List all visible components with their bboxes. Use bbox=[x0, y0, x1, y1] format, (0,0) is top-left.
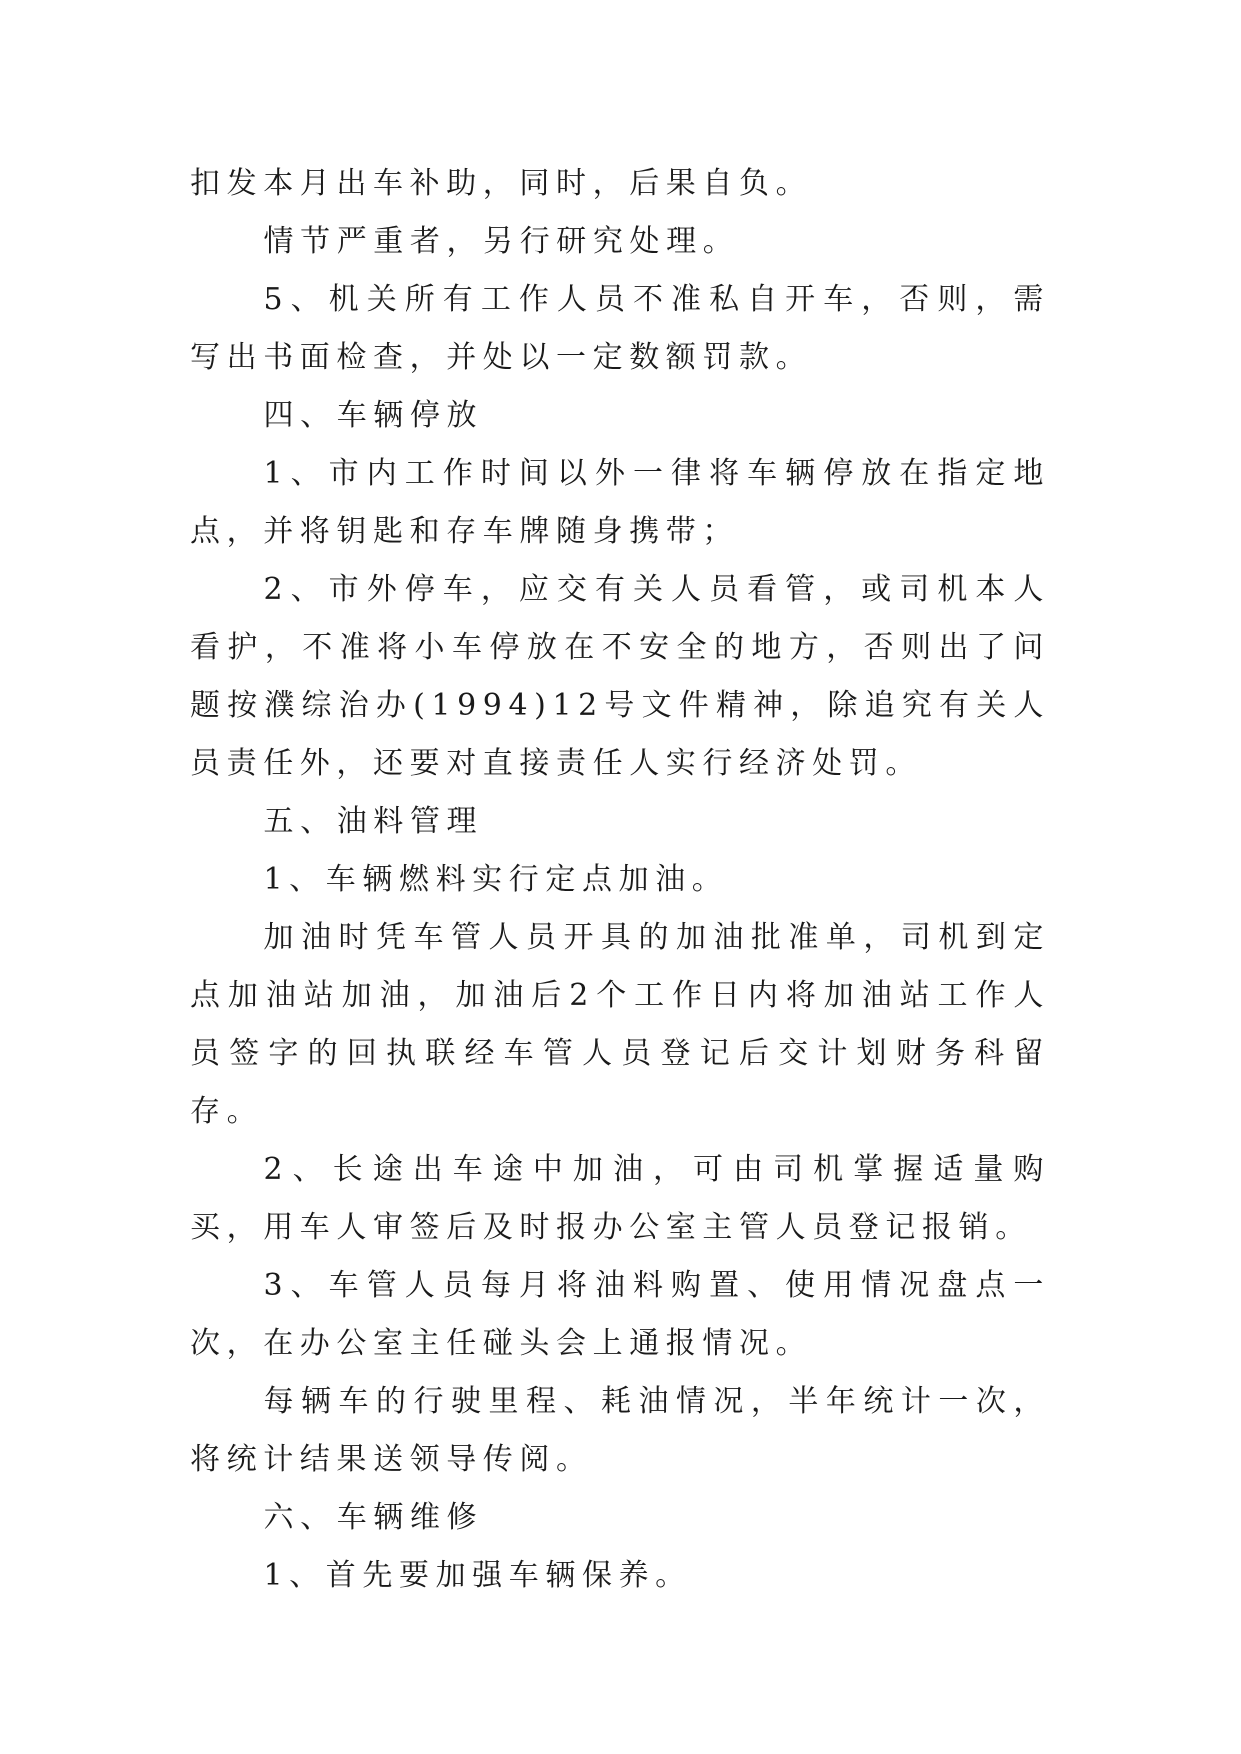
section-heading: 五、油料管理 bbox=[263, 804, 484, 839]
paragraph: 1、车辆燃料实行定点加油。 bbox=[263, 862, 729, 897]
section-heading: 四、车辆停放 bbox=[263, 398, 484, 433]
section-heading: 六、车辆维修 bbox=[263, 1500, 484, 1535]
paragraph: 每辆车的行驶里程、耗油情况，半年统计一次，将统计结果送领导传阅。 bbox=[190, 1384, 1050, 1477]
paragraph: 加油时凭车管人员开具的加油批准单，司机到定点加油站加油，加油后2个工作日内将加油站工作人员签字的回执联经车管人员登记后交计划财务科留存。 bbox=[190, 920, 1050, 1129]
paragraph: 1、市内工作时间以外一律将车辆停放在指定地点，并将钥匙和存车牌随身携带； bbox=[190, 456, 1050, 549]
paragraph: 情节严重者，另行研究处理。 bbox=[263, 224, 740, 259]
paragraph: 1、首先要加强车辆保养。 bbox=[263, 1558, 692, 1593]
paragraph: 2、市外停车，应交有关人员看管，或司机本人看护，不准将小车停放在不安全的地方，否则出了问题按濮综治办(1994)12号文件精神，除追究有关人员责任外，还要对直接责任人实行经济处罚。 bbox=[190, 572, 1050, 781]
paragraph: 3、车管人员每月将油料购置、使用情况盘点一次，在办公室主任碰头会上通报情况。 bbox=[190, 1268, 1050, 1361]
paragraph: 5、机关所有工作人员不准私自开车，否则，需写出书面检查，并处以一定数额罚款。 bbox=[190, 282, 1050, 375]
document-page bbox=[190, 155, 1050, 1605]
paragraph: 扣发本月出车补助，同时，后果自负。 bbox=[190, 166, 813, 201]
paragraph: 2、长途出车途中加油，可由司机掌握适量购买，用车人审签后及时报办公室主管人员登记报销。 bbox=[190, 1152, 1050, 1245]
